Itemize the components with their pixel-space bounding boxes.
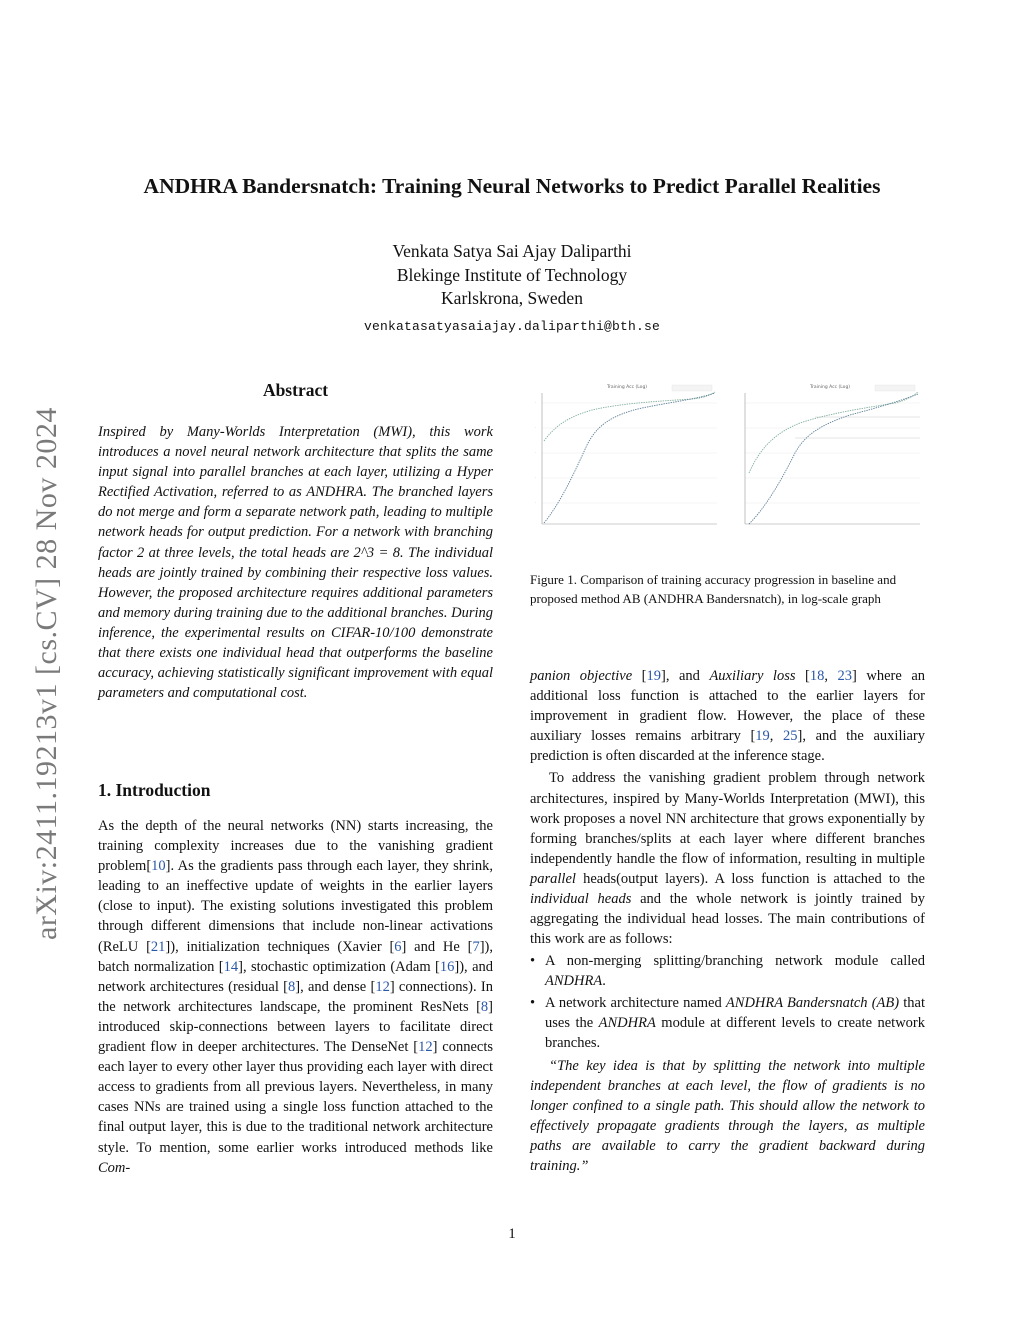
body-text: To address the vanishing gradient problem through network architectures, inspired by Many-Worlds Interpretation (MWI), this work proposes a novel NN architecture that grows exponentially by forming branches/splits at each layer where different branches independently handle the flow of information, resulting in multiple [530, 770, 925, 867]
author-location: Karlskrona, Sweden [441, 288, 583, 308]
citation-link[interactable]: 18 [809, 668, 825, 684]
body-text: ], and [661, 668, 710, 684]
list-item [530, 993, 925, 1053]
citation-link[interactable]: 19 [646, 668, 661, 684]
body-text: , [769, 728, 784, 745]
body-text: A non-merging splitting/branching network module called [545, 953, 925, 970]
intro-text: ]), and network architectures (residual [ [98, 958, 494, 995]
citation-link[interactable]: 19 [755, 728, 770, 745]
intro-text: ] and He [ [401, 938, 473, 955]
intro-text: ]), batch normalization [ [98, 938, 493, 975]
emphasis-text: individual heads [530, 891, 632, 908]
author-email[interactable]: venkatasatyasaiajay.daliparthi@bth.se [363, 318, 661, 334]
body-text: [ [632, 668, 647, 684]
body-text: ] where an additional loss function is attached to the earlier layers for improvement in gradient flow. However, the place of these auxiliary losses remains arbitrary [ [530, 668, 926, 745]
emphasis-text: ANDHRA Bandersnatch (AB) [725, 994, 900, 1011]
list-item [530, 951, 925, 991]
introduction-body [98, 816, 493, 1178]
body-text: and the whole network is jointly trained by aggregating the individual head losses. The main contributions of this work are as follows: [530, 891, 925, 948]
intro-text: As the depth of the neural networks (NN) starts increasing, the training complexity increases due to the vanishing gradient problem[ [98, 818, 493, 875]
training-accuracy-plot-proposed [735, 383, 925, 533]
y-tick: · [535, 401, 537, 405]
contributions-list [530, 951, 925, 1052]
emphasis-text: panion objective [530, 668, 633, 684]
intro-text: ] connects each layer to every other layer thus providing each layer with direct access to gradients from all previous layers. Nevertheless, in many cases NNs are trained using a single loss function attached to the final output layer, this is due to the traditional network architecture style. To mention, some earlier works introduced methods like [98, 1039, 493, 1156]
figure-panel-baseline [532, 383, 722, 533]
body-text: A network architecture named [545, 994, 726, 1011]
y-tick: · [535, 426, 537, 430]
citation-link[interactable]: 12 [375, 978, 390, 995]
intro-text: ], stochastic optimization (Adam [ [238, 958, 440, 975]
emphasis-text: Auxiliary loss [709, 668, 796, 684]
citation-link[interactable]: 8 [480, 998, 489, 1015]
intro-text: ]), initialization techniques (Xavier [ [165, 938, 395, 955]
citation-link[interactable]: 21 [150, 938, 166, 955]
plot-title: Training Acc (Log) [606, 385, 648, 390]
citation-link[interactable]: 10 [151, 858, 166, 875]
page-number: 1 [508, 1226, 516, 1242]
paragraph-proposal [530, 768, 925, 949]
training-accuracy-plot-baseline [532, 383, 722, 533]
body-text: heads(output layers). A loss function is attached to the [575, 870, 925, 887]
citation-link[interactable]: 12 [418, 1039, 433, 1056]
paper-title: ANDHRA Bandersnatch: Training Neural Networks to Predict Parallel Realities [143, 174, 881, 198]
intro-emphasis: Com- [98, 1159, 131, 1176]
body-text: [ [795, 668, 810, 684]
citation-link[interactable]: 6 [394, 938, 402, 955]
emphasis-text: ANDHRA [545, 973, 603, 990]
body-text: . [602, 973, 606, 990]
key-idea-quote: “The key idea is that by splitting the network into multiple independent branches at each level, the flow of gradients is no longer confined to a single path. This should allow the network to effectively propagate gradients through the layers, as multiple paths are available to carry the gradient backward during training.” [530, 1057, 925, 1175]
abstract-text [98, 422, 493, 703]
arxiv-side-identifier [30, 345, 66, 945]
citation-link[interactable]: 16 [439, 958, 455, 975]
paragraph-auxiliary-loss [530, 666, 925, 766]
body-text: , [824, 668, 838, 684]
y-tick: · [535, 451, 537, 455]
figure-1-caption: Figure 1. Comparison of training accuracy progression in baseline and proposed method AB (ANDHRA Bandersnatch), in log-scale graph [530, 572, 897, 606]
plot-legend [672, 385, 712, 391]
citation-link[interactable]: 23 [837, 668, 853, 684]
citation-link[interactable]: 8 [287, 978, 296, 995]
plot-legend [875, 385, 915, 391]
plot-title: Training Acc (Log) [809, 385, 851, 390]
author-institution: Blekinge Institute of Technology [396, 264, 628, 285]
author-block [200, 240, 824, 338]
emphasis-text: parallel [530, 870, 576, 887]
citation-link[interactable]: 25 [783, 728, 798, 745]
intro-text: ] connections). In the network architectures landscape, the prominent ResNets [ [98, 978, 493, 1015]
right-column-body [530, 666, 925, 1176]
emphasis-text: ANDHRA [598, 1014, 656, 1031]
body-text: module at different levels to create network branches. [545, 1014, 925, 1051]
intro-text: ] introduced skip-connections between layers to facilitate direct gradient flow in deeper architectures. The DenseNet [ [98, 998, 493, 1056]
y-tick: · [535, 501, 537, 505]
figure-1 [530, 383, 925, 533]
arxiv-id-text: arXiv:2411.19213v1 [cs.CV] 28 Nov 2024 [30, 407, 63, 940]
abstract-paragraph: Inspired by Many-Worlds Interpretation (MWI), this work introduces a novel neural network architecture that splits the same input signal into parallel branches at each layer, utilizing a Hyper Rectified Activation, referred to as ANDHRA. The branched layers do not merge and form a separate network path, leading to multiple network heads for output prediction. For a network with branching factor 2 at three levels, the total heads are 2^3 = 8. The individual heads are jointly trained by combining their respective loss values. However, the proposed architecture requires additional parameters and memory during training due to the additional branches. During inference, the experimental results on CIFAR-10/100 demonstrate that there exists one individual head that outperforms the baseline accuracy, achieving statistically significant improvement with equal parameters and computational cost. [98, 424, 493, 702]
citation-link[interactable]: 14 [223, 958, 239, 975]
body-text: that uses the [545, 994, 925, 1031]
intro-paragraph [98, 816, 493, 1178]
author-name: Venkata Satya Sai Ajay Daliparthi [392, 241, 632, 261]
y-tick: · [535, 476, 537, 480]
abstract-heading: Abstract [262, 380, 329, 400]
intro-text: ], and dense [ [295, 978, 376, 995]
citation-link[interactable]: 7 [472, 938, 480, 955]
figure-panel-proposed [735, 383, 925, 533]
section-heading-introduction: 1. Introduction [98, 780, 211, 800]
body-text: ], and the auxiliary prediction is often discarded at the inference stage. [530, 728, 926, 765]
intro-text: ]. As the gradients pass through each layer, they shrink, leading to an ineffective update of weights in the earlier layers (close to input). The existing solutions investigated this problem through different dimensions that include non-linear activations (ReLU [ [98, 858, 493, 955]
